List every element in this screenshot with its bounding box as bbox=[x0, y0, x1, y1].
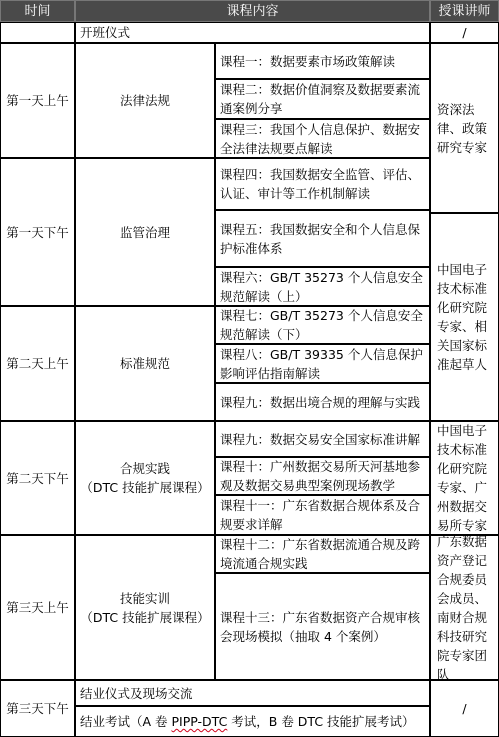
final-exam-text-a: 结业考试（A 卷 bbox=[80, 714, 172, 729]
course-2: 课程二：数据价值洞察及数据要素流通案例分享 bbox=[215, 79, 430, 119]
course-9: 课程九：数据出境合规的理解与实践 bbox=[215, 383, 430, 421]
time-day2-pm: 第二天下午 bbox=[0, 421, 75, 535]
lecturer-legal-policy: 资深法律、政策研究专家 bbox=[430, 43, 499, 213]
topic-compliance-note: （DTC 技能扩展课程） bbox=[80, 480, 210, 495]
final-exam-pipp-term: PIPP-DTC bbox=[171, 714, 228, 729]
header-lecturer: 授课讲师 bbox=[430, 0, 499, 22]
header-time: 时间 bbox=[0, 0, 75, 22]
course-4: 课程四：我国数据安全监管、评估、认证、审计等工作机制解读 bbox=[215, 158, 430, 210]
topic-regulation: 监管治理 bbox=[75, 158, 215, 306]
closing-lecturer: / bbox=[430, 680, 499, 737]
topic-compliance-title: 合规实践 bbox=[119, 461, 170, 476]
opening-ceremony: 开班仪式 bbox=[75, 22, 430, 43]
course-1: 课程一：数据要素市场政策解读 bbox=[215, 43, 430, 79]
topic-skill-title: 技能实训 bbox=[119, 590, 170, 606]
topic-compliance-practice bbox=[75, 421, 215, 535]
lecturer-standards-exchange: 中国电子技术标准化研究院专家、广州数据交易所专家 bbox=[430, 421, 499, 535]
closing-ceremony: 结业仪式及现场交流 bbox=[75, 680, 430, 706]
course-3: 课程三：我国个人信息保护、数据安全法律法规要点解读 bbox=[215, 119, 430, 158]
opening-lecturer: / bbox=[430, 22, 499, 43]
course-9b: 课程九：数据交易安全国家标准讲解 bbox=[215, 421, 430, 457]
course-11: 课程十一：广东省数据合规体系及合规要求详解 bbox=[215, 495, 430, 535]
course-6: 课程六：GB/T 35273 个人信息安全规范解读（上） bbox=[215, 267, 430, 306]
lecturer-standards-institute: 中国电子技术标准化研究院专家、相关国家标准起草人 bbox=[430, 213, 499, 421]
topic-skill-training bbox=[75, 535, 215, 680]
final-exam bbox=[75, 706, 430, 737]
course-5: 课程五：我国数据安全和个人信息保护标准体系 bbox=[215, 210, 430, 267]
time-day3-pm: 第三天下午 bbox=[0, 680, 75, 737]
topic-legal: 法律法规 bbox=[75, 43, 215, 158]
topic-standards: 标准规范 bbox=[75, 306, 215, 421]
final-exam-text-b: 考试，B 卷 DTC 技能扩展考试） bbox=[227, 714, 415, 729]
time-day2-am: 第二天上午 bbox=[0, 306, 75, 421]
course-10: 课程十：广州数据交易所天河基地参观及数据交易典型案例现场教学 bbox=[215, 457, 430, 495]
lecturer-guangdong-team: 广东数据资产登记合规委员会成员、南财合规科技研究院专家团队 bbox=[430, 535, 499, 680]
course-7: 课程七：GB/T 35273 个人信息安全规范解读（下） bbox=[215, 306, 430, 344]
topic-skill-note: （DTC 技能扩展课程） bbox=[80, 609, 210, 625]
course-13: 课程十三：广东省数据资产合规审核会现场模拟（抽取 4 个案例） bbox=[215, 573, 430, 680]
course-12: 课程十二：广东省数据流通合规及跨境流通合规实践 bbox=[215, 535, 430, 573]
opening-time-cell bbox=[0, 22, 75, 43]
time-day3-am: 第三天上午 bbox=[0, 535, 75, 680]
header-content: 课程内容 bbox=[75, 0, 430, 22]
time-day1-am: 第一天上午 bbox=[0, 43, 75, 158]
time-day1-pm: 第一天下午 bbox=[0, 158, 75, 306]
course-8: 课程八：GB/T 39335 个人信息保护影响评估指南解读 bbox=[215, 344, 430, 383]
